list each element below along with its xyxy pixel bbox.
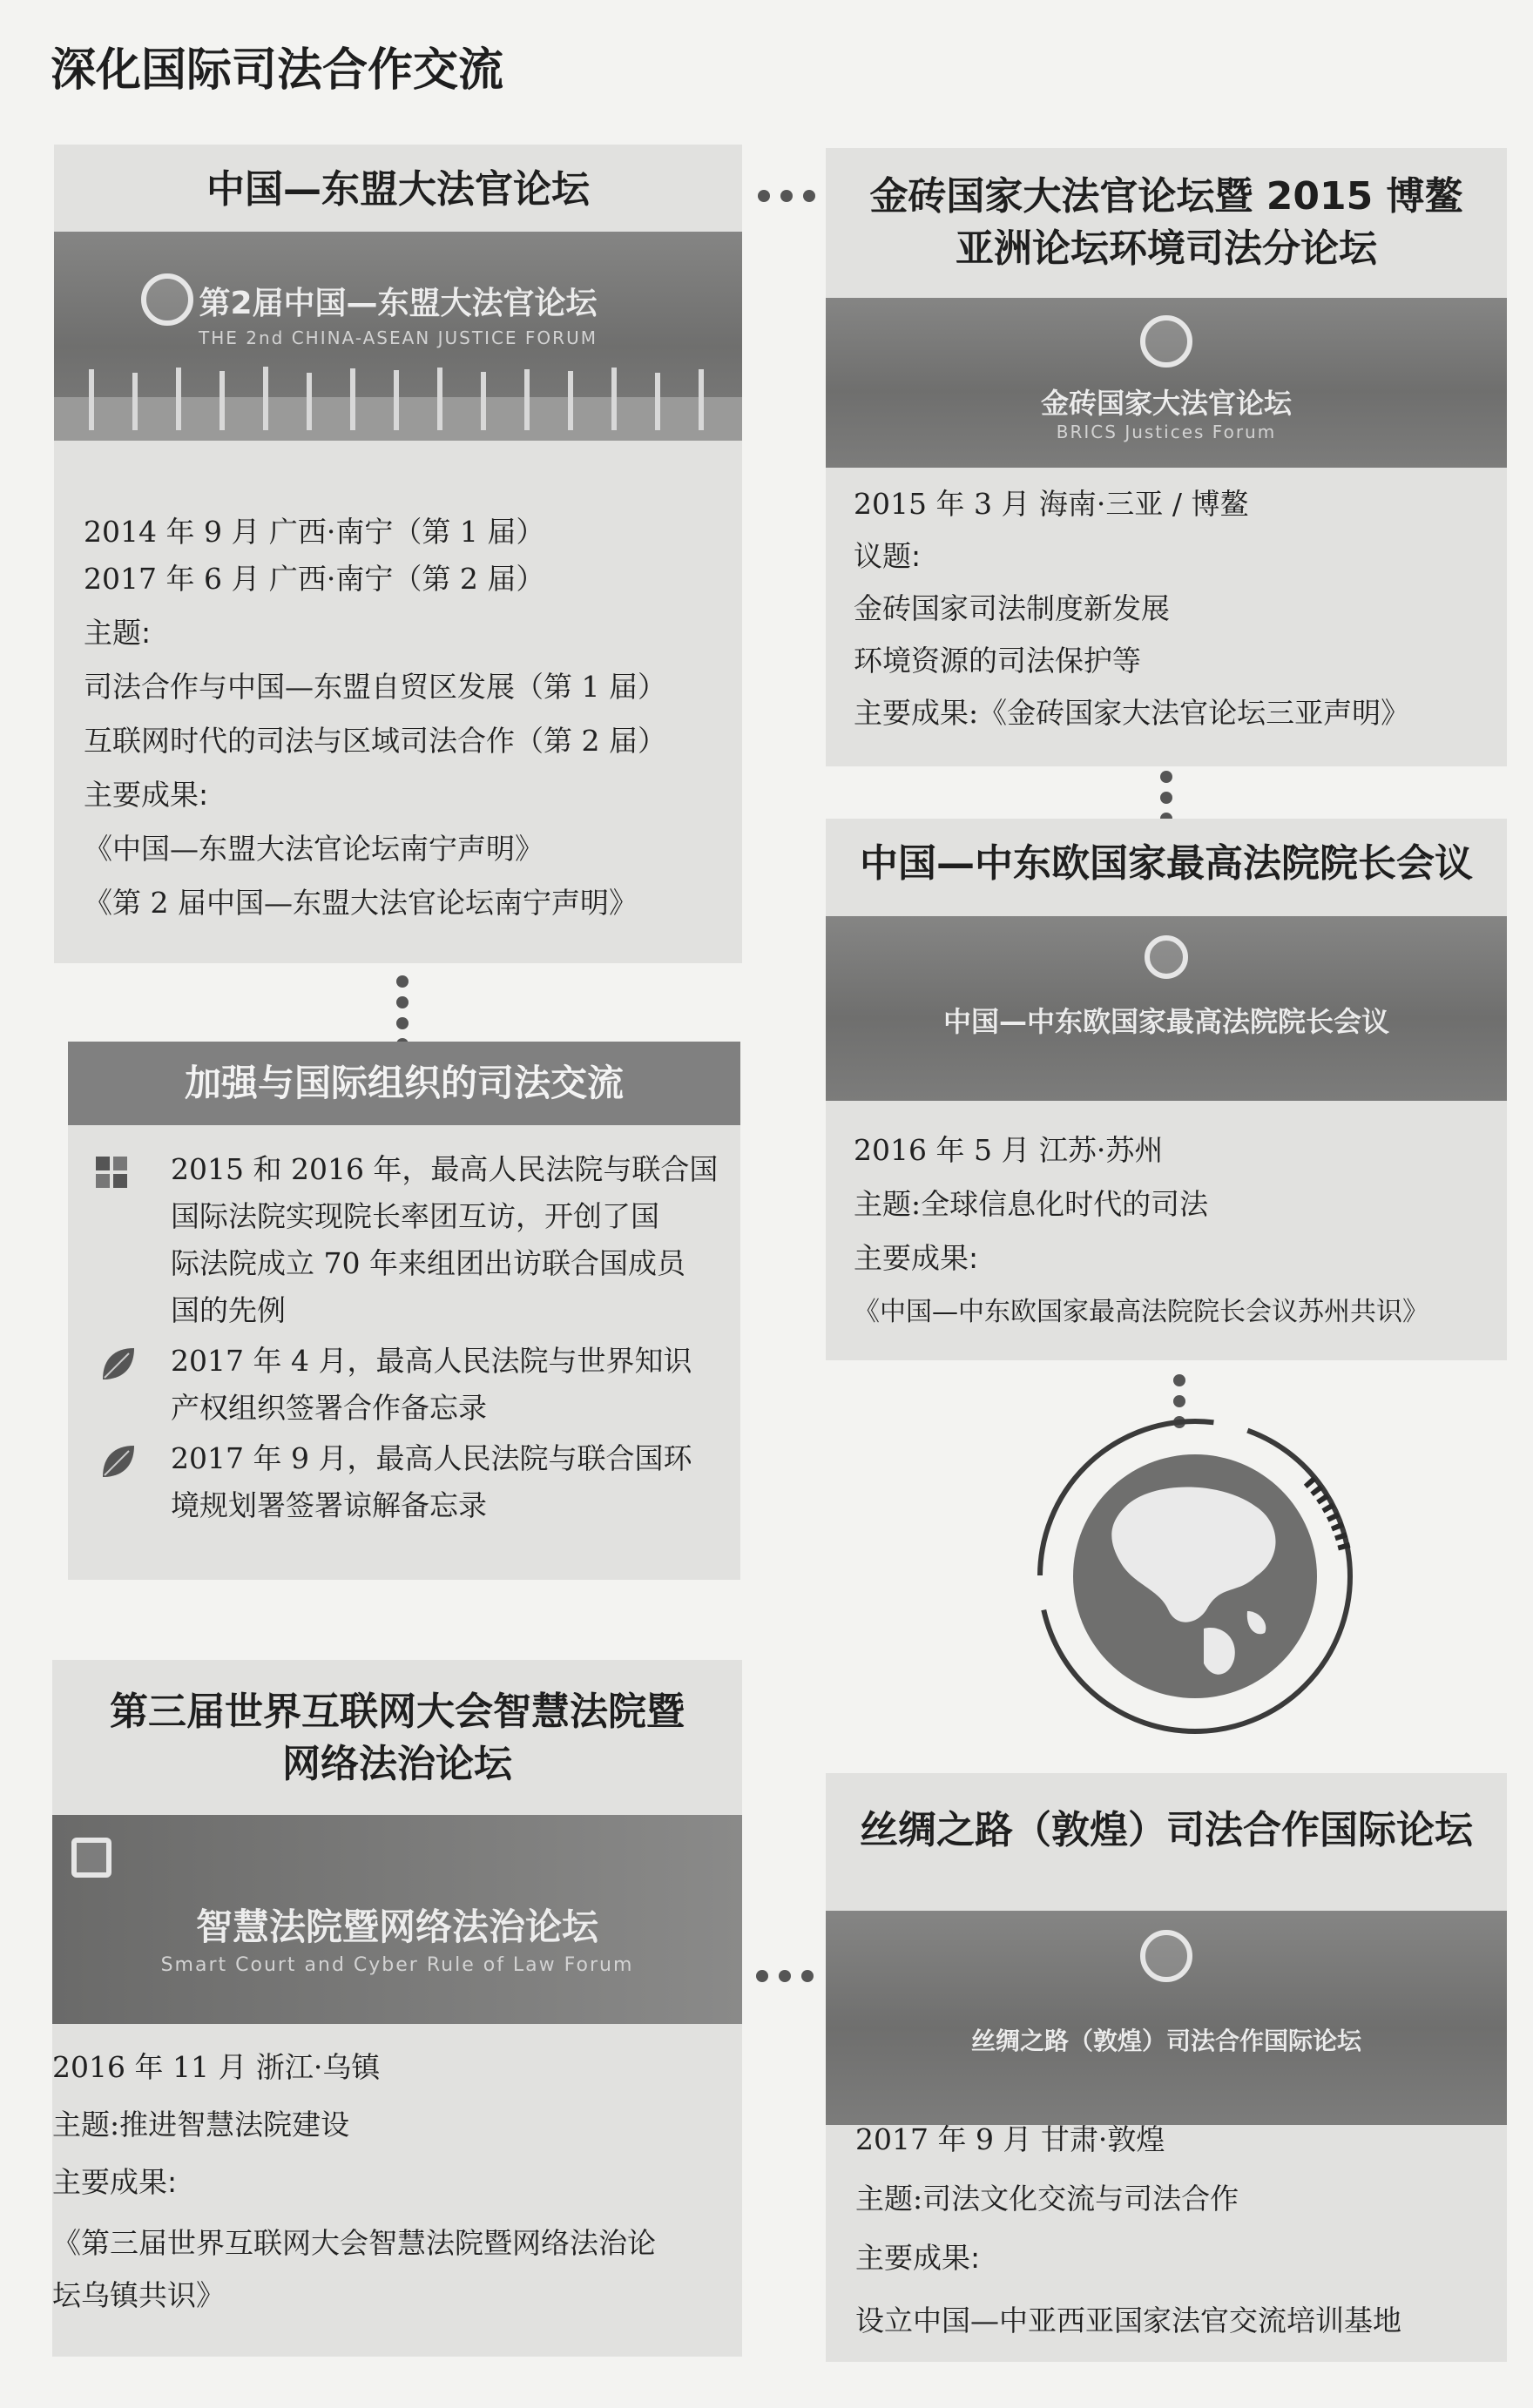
item-line: 产权组织签署合作备忘录 [171,1391,487,1425]
intl-item [68,1435,740,1529]
detail-label: 主要成果: [52,2165,178,2199]
detail-label: 主要成果: [84,778,209,812]
banner-title: 中国—中东欧国家最高法院院长会议 [942,1005,1389,1038]
card-silk-road-forum [826,1773,1507,2362]
card-details [826,1127,1507,1336]
detail-line: 2017 年 6 月 广西·南宁（第 2 届） [84,562,545,596]
detail-label: 主要成果: [854,1241,979,1275]
detail-line: 设立中国—中亚西亚国家法官交流培训基地 [855,2303,1401,2337]
detail-line: 《第 2 届中国—东盟大法官论坛南宁声明》 [84,886,638,920]
connector-dots [1160,771,1172,825]
detail-line: 2016 年 11 月 浙江·乌镇 [52,2050,381,2084]
item-line: 际法院成立 70 年来组团出访联合国成员 [171,1246,685,1280]
card-wic-smart-court-forum [52,1660,742,2357]
forum-banner-image [826,1911,1507,2125]
banner-subtitle: Smart Court and Cyber Rule of Law Forum [160,1954,634,1976]
connector-dots [396,975,409,1050]
item-line: 国际法院实现院长率团互访，开创了国 [171,1199,659,1233]
item-line: 2015 和 2016 年，最高人民法院与联合国 [171,1152,719,1186]
card-title-line: 网络法治论坛 [282,1742,512,1786]
detail-line: 2017 年 9 月 甘肃·敦煌 [855,2122,1165,2156]
intl-item [68,1338,740,1432]
banner-subtitle: BRICS Justices Forum [1056,422,1277,442]
card-title-line: 金砖国家大法官论坛暨 2015 博鳌 [869,174,1463,219]
card-title: 中国—中东欧国家最高法院院长会议 [860,841,1473,886]
card-title: 丝绸之路（敦煌）司法合作国际论坛 [860,1808,1473,1852]
detail-line: 《第三届世界互联网大会智慧法院暨网络法治论 [52,2226,656,2260]
forum-banner-image [52,1815,742,2024]
card-details [54,509,742,927]
globe-icon [1021,1402,1369,1750]
forum-banner-image [826,916,1507,1101]
detail-line: 环境资源的司法保护等 [854,644,1141,678]
detail-line: 主题:司法文化交流与司法合作 [855,2182,1239,2216]
card-title: 中国—东盟大法官论坛 [206,167,590,212]
detail-line: 《中国—东盟大法官论坛南宁声明》 [84,832,544,866]
card-details [826,481,1507,737]
banner-subtitle: THE 2nd CHINA-ASEAN JUSTICE FORUM [199,327,598,348]
item-line: 2017 年 4 月，最高人民法院与世界知识 [171,1344,692,1378]
banner-title: 第2届中国—东盟大法官论坛 [199,286,598,321]
forum-emblem-icon [1145,935,1188,979]
card-details [826,2113,1507,2348]
detail-label: 主要成果: [855,2241,981,2275]
card-china-cee-meeting [826,819,1507,1360]
detail-line: 2014 年 9 月 广西·南宁（第 1 届） [84,515,545,549]
event-logo-icon [71,1838,111,1878]
detail-label: 主题: [84,616,152,650]
item-line: 2017 年 9 月，最高人民法院与联合国环 [171,1441,692,1475]
card-title-line: 第三届世界互联网大会智慧法院暨 [110,1690,685,1734]
card-china-asean-forum [54,145,742,963]
detail-line: 2016 年 5 月 江苏·苏州 [854,1133,1164,1167]
forum-banner-image [826,298,1507,468]
detail-line: 金砖国家司法制度新发展 [854,591,1170,625]
intl-item [68,1146,740,1334]
item-line: 境规划署签署谅解备忘录 [171,1488,487,1522]
card-brics-forum [826,148,1507,766]
flags-row-image [54,362,742,441]
detail-line: 《中国—中东欧国家最高法院院长会议苏州共识》 [854,1297,1428,1327]
banner-title: 金砖国家大法官论坛 [1040,387,1292,420]
detail-line: 主题:推进智慧法院建设 [52,2108,350,2142]
section-header: 加强与国际组织的司法交流 [68,1042,740,1125]
card-intl-organizations [68,1042,740,1580]
forum-emblem-icon [1140,1930,1192,1982]
card-details [52,2041,742,2322]
detail-line: 坛乌镇共识》 [52,2278,225,2312]
item-line: 国的先例 [171,1293,286,1327]
detail-line: 司法合作与中国—东盟自贸区发展（第 1 届） [84,670,666,704]
connector-dots [758,190,815,202]
detail-line: 主题:全球信息化时代的司法 [854,1187,1209,1221]
detail-line: 2015 年 3 月 海南·三亚 / 博鳌 [854,487,1249,521]
connector-dots [756,1970,814,1982]
forum-banner-image [54,232,742,441]
banner-title: 丝绸之路（敦煌）司法合作国际论坛 [970,2027,1361,2055]
forum-emblem-icon [1140,315,1192,368]
detail-label: 议题: [854,539,922,573]
banner-title: 智慧法院暨网络法治论坛 [195,1905,598,1948]
card-title-line: 亚洲论坛环境司法分论坛 [956,226,1377,271]
detail-line: 主要成果:《金砖国家大法官论坛三亚声明》 [854,696,1410,730]
page-title: 深化国际司法合作交流 [51,44,504,97]
detail-line: 互联网时代的司法与区域司法合作（第 2 届） [84,724,666,758]
